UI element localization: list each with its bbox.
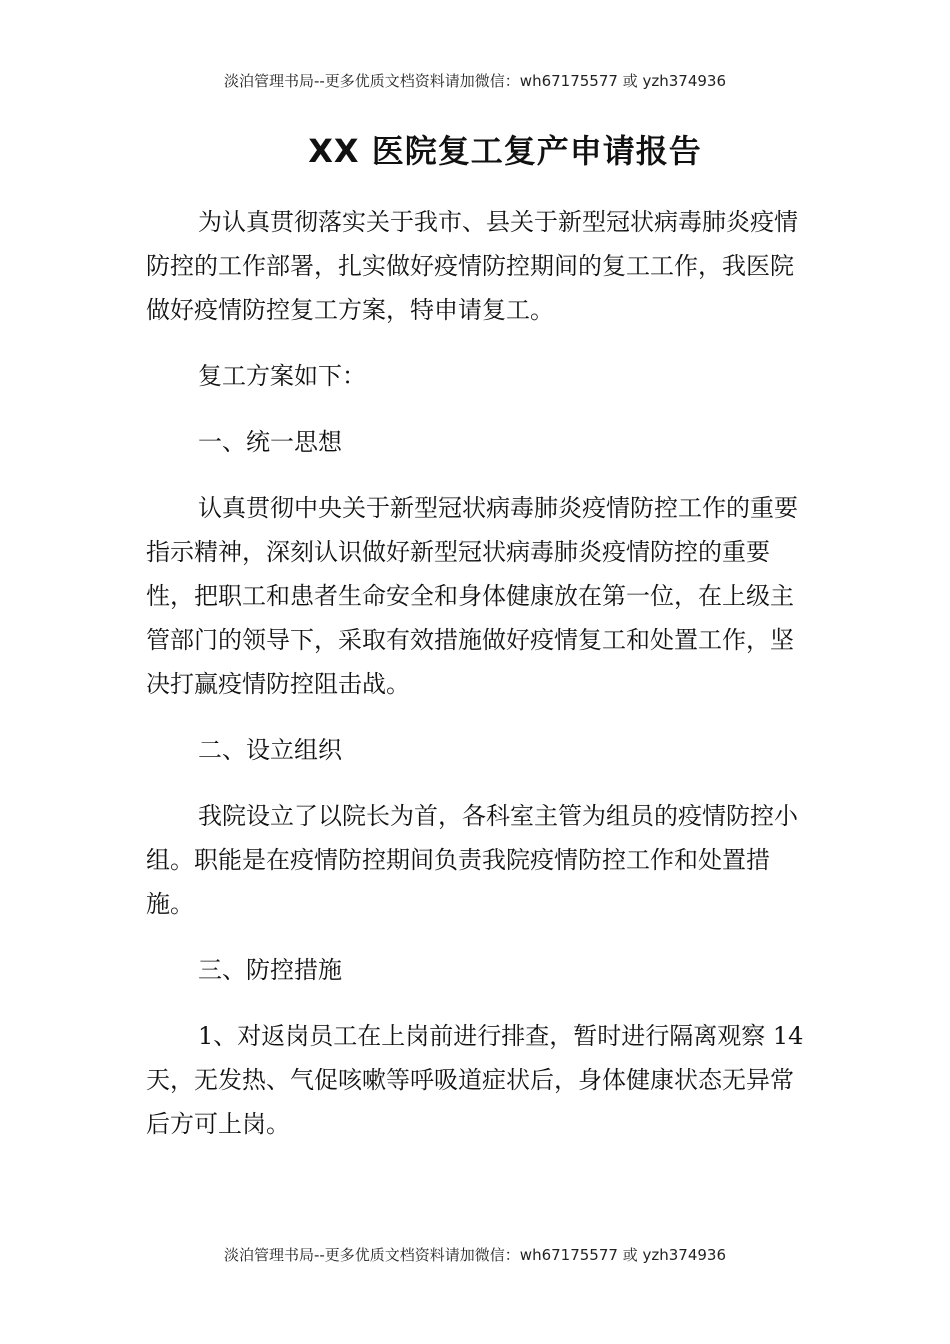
page-header: 淡泊管理书局--更多优质文档资料请加微信：wh67175577 或 yzh374936: [223, 72, 726, 90]
section-1-paragraph: 认真贯彻中央关于新型冠状病毒肺炎疫情防控工作的重要指示精神，深刻认识做好新型冠状病毒肺炎疫情防控的重要性，把职工和患者生命安全和身体健康放在第一位，在上级主管部门的领导下，采取有效措施做好疫情复工和处置工作，坚决打赢疫情防控阻击战。: [146, 494, 798, 698]
section-2-paragraph: 我院设立了以院长为首，各科室主管为组员的疫情防控小组。职能是在疫情防控期间负责我院疫情防控工作和处置措施。: [146, 802, 798, 918]
plan-heading: 复工方案如下：: [198, 362, 366, 390]
section-3-item-1: 1、对返岗员工在上岗前进行排查，暂时进行隔离观察 14 天，无发热、气促咳嗽等呼吸道症状后，身体健康状态无异常后方可上岗。: [146, 1022, 804, 1138]
document-body: [146, 200, 806, 1168]
intro-paragraph: 为认真贯彻落实关于我市、县关于新型冠状病毒肺炎疫情防控的工作部署，扎实做好疫情防控期间的复工工作，我医院做好疫情防控复工方案，特申请复工。: [146, 208, 798, 324]
section-heading-3: 三、防控措施: [198, 956, 342, 984]
section-heading-1: 一、统一思想: [198, 428, 342, 456]
document-title: XX 医院复工复产申请报告: [308, 132, 702, 170]
section-heading-2: 二、设立组织: [198, 736, 342, 764]
page-footer: 淡泊管理书局--更多优质文档资料请加微信：wh67175577 或 yzh374936: [223, 1246, 726, 1264]
